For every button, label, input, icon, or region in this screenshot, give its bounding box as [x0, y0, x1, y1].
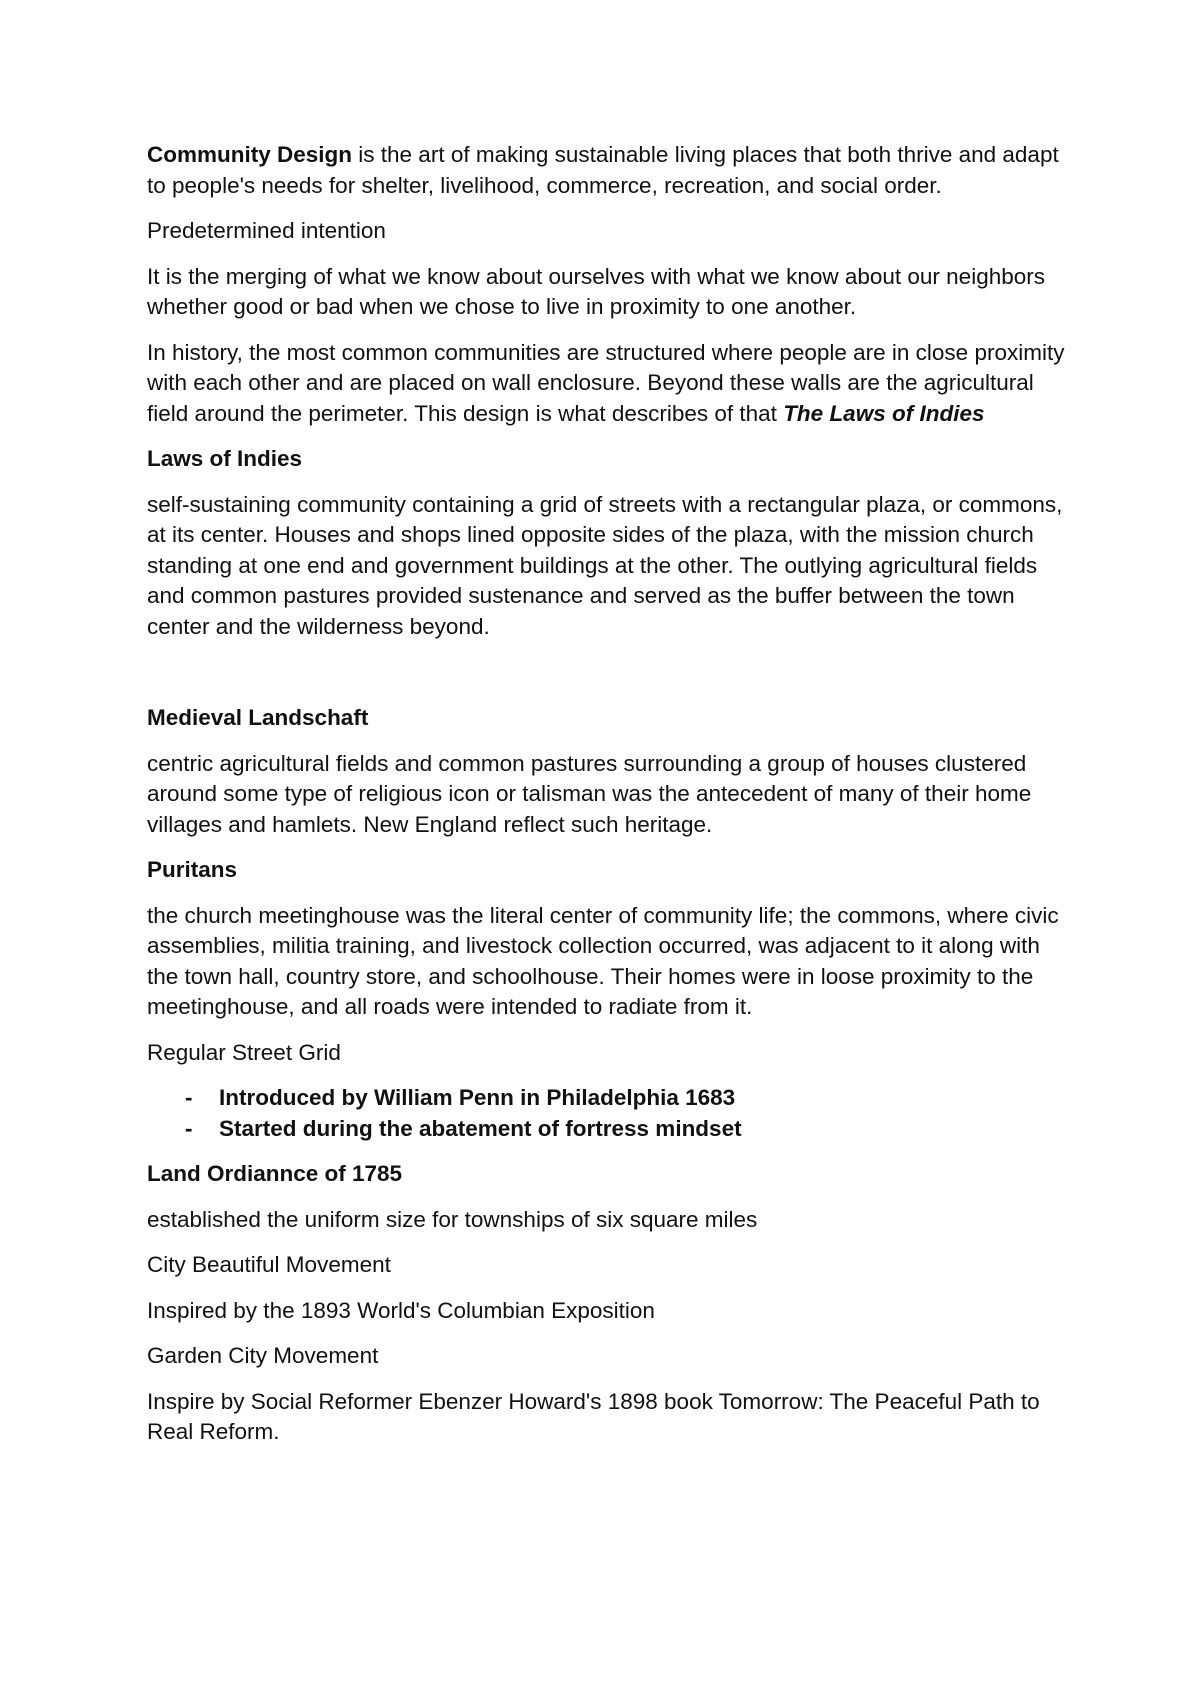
predetermined-label: Predetermined intention: [147, 218, 386, 243]
garden-city-body: Inspire by Social Reformer Ebenzer Howard's 1898 book Tomorrow: The Peaceful Path to Real Reform.: [147, 1388, 1040, 1444]
document-body: [147, 140, 1077, 1463]
intro-paragraph: [147, 140, 1077, 201]
laws-of-indies-heading: Laws of Indies: [147, 446, 303, 471]
history-paragraph: [147, 338, 1077, 430]
list-item-text: Introduced by William Penn in Philadelphia 1683: [219, 1085, 736, 1110]
laws-of-indies-body: self-sustaining community containing a grid of streets with a rectangular plaza, or commons, at its center. Houses and shops lined opposite sides of the plaza, with the mission church standing at one end and government buildings at the other. The outlying agricultural fields and common pastures provided sustenance and served as the buffer between the town center and the wilderness beyond.: [147, 491, 1063, 639]
city-beautiful-label: City Beautiful Movement: [147, 1252, 391, 1277]
list-item: [147, 1083, 1077, 1114]
puritans-heading: Puritans: [147, 857, 238, 882]
land-ordinance-body: established the uniform size for townships of six square miles: [147, 1206, 758, 1232]
garden-city-label: Garden City Movement: [147, 1343, 379, 1368]
medieval-body: centric agricultural fields and common pastures surrounding a group of houses clustered around some type of religious icon or talisman was the antecedent of many of their home villages and hamlets. New England reflect such heritage.: [147, 750, 1032, 837]
street-grid-list: [147, 1083, 1077, 1144]
history-text: In history, the most common communities are structured where people are in close proximity with each other and are placed on wall enclosure. Beyond these walls are the agricultural field around the perimeter. This design is what describes of that: [147, 339, 1065, 426]
puritans-body: the church meetinghouse was the literal center of community life; the commons, where civic assemblies, militia training, and livestock collection occurred, was adjacent to it along with the town hall, country store, and schoolhouse. Their homes were in loose proximity to the meetinghouse, and all roads were intended to radiate from it.: [147, 902, 1059, 1019]
intro-text: is the art of making sustainable living places that both thrive and adapt to people's needs for shelter, livelihood, commerce, recreation, and social order.: [147, 142, 1059, 198]
city-beautiful-body: Inspired by the 1893 World's Columbian Exposition: [147, 1297, 655, 1323]
blank-line: [147, 657, 1077, 703]
land-ordinance-heading: Land Ordiannce of 1785: [147, 1161, 403, 1186]
list-item: [147, 1114, 1077, 1145]
merging-paragraph: It is the merging of what we know about ourselves with what we know about our neighbors whether good or bad when we chose to live in proximity to one another.: [147, 263, 1045, 319]
dash-bullet: -: [185, 1085, 193, 1110]
street-grid-label: Regular Street Grid: [147, 1039, 341, 1065]
dash-bullet: -: [185, 1115, 193, 1141]
intro-term: Community Design: [147, 142, 353, 167]
list-item-text: Started during the abatement of fortress mindset: [219, 1115, 742, 1141]
history-emphasis: The Laws of Indies: [783, 400, 985, 426]
medieval-heading: Medieval Landschaft: [147, 705, 369, 730]
